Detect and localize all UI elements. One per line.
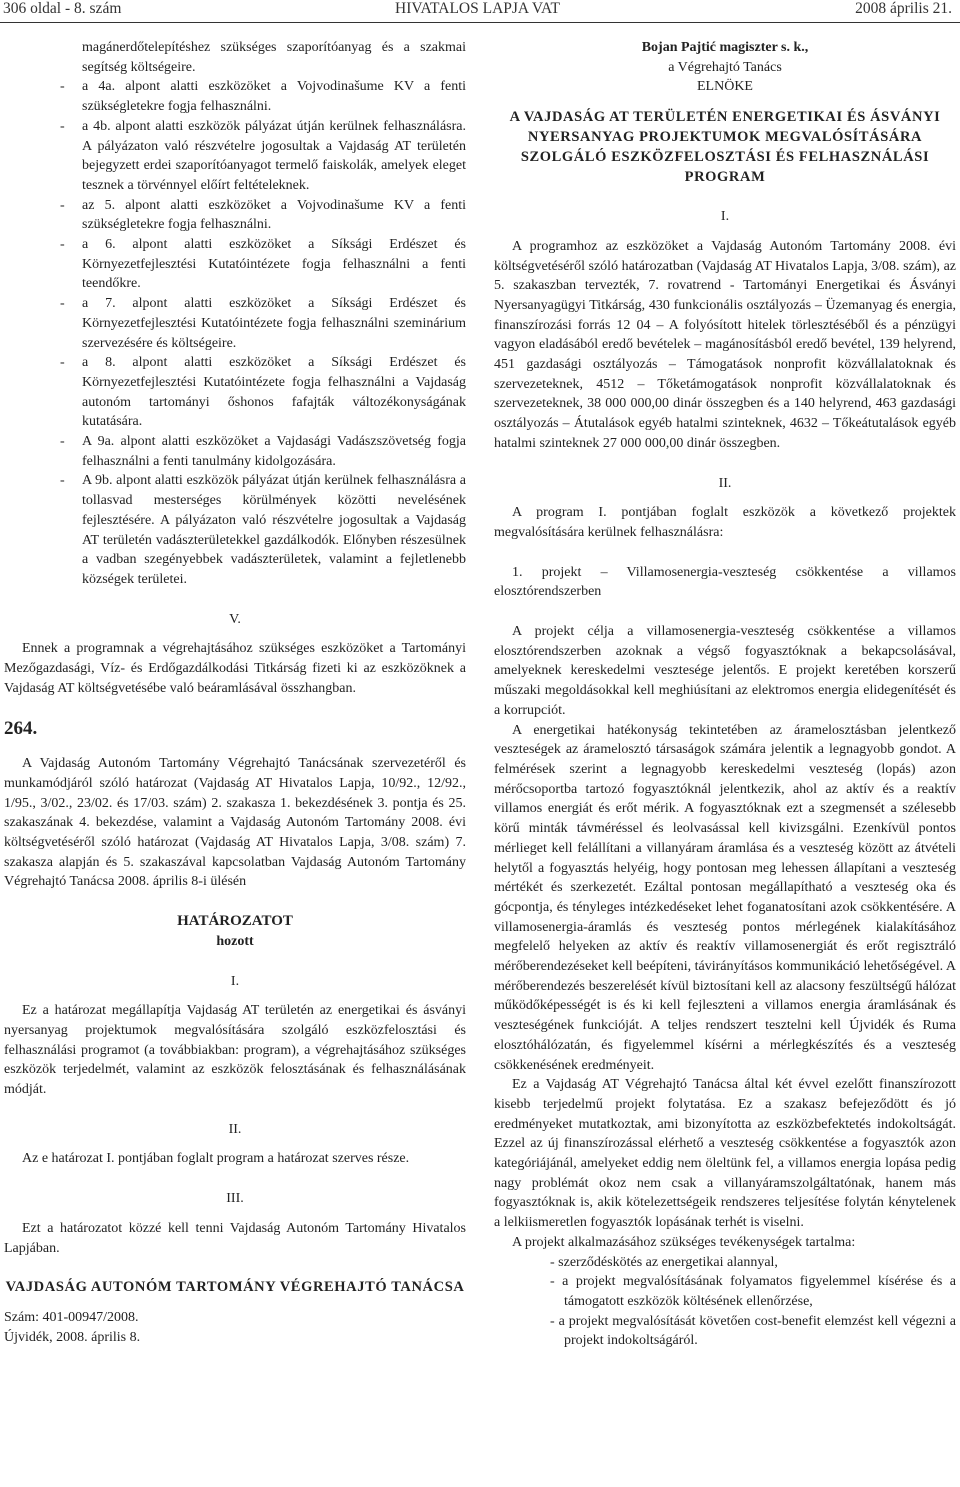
right-column [494,38,956,1351]
list-item: - szerződéskötés az energetikai alannyal, [550,1254,778,1270]
list-item: - a 4a. alpont alatti eszközöket a Vojvodinašume KV a fenti szükségletekre fogja felhasználni. [60,79,466,115]
journal-title: HIVATALOS LAPJA VAT [395,0,560,17]
list-item: - a 6. alpont alatti eszközöket a Síksági Erdészet és Környezetfejlesztési Kutatóintézete fogja felhasználni a fenti teendőkre. [60,237,466,292]
signatory-name: Bojan Pajtić magiszter s. k., [641,40,809,55]
section-iii-paragraph: Ezt a határozatot közzé kell tenni Vajdaság Autonóm Tartomány Hivatalos Lapjában. [4,1220,466,1256]
signatory-title: ELNÖKE [697,79,753,95]
activities-intro: A projekt alkalmazásához szükséges tevékenységek tartalma: [512,1234,856,1250]
section-v-paragraph: Ennek a programnak a végrehajtásához szükséges eszközöket a Tartományi Mezőgazdasági, Víz- és Erdőgazdálkodási Titkárság fizeti ki az eszközöknek a Vajdaság AT költségvetésébe való beáramlásával összhangban. [4,641,466,696]
program-section-i-paragraph: A programhoz az eszközöket a Vajdaság Autonóm Tartomány 2008. évi költségvetéséről szóló határozatban (Vajdaság AT Hivatalos Lapja, 3/08. szám), az 5. szakaszban tervezték, 7. rovatrend - Tartományi Energetikai és Ásványi Nyersanyagügyi Titkárság, 430 funkcionális osztályozás – Üzemanyag és energia, finanszírozási forrás 12 04 – A folyósított hitelek törlesztéséből és a pénzügyi vagyon eladásából eredő bevételek – magánosításból eredő bevétel, 139 helyrend, 451 gazdasági osztályozás – Támogatások nonprofit közvállalatoknak és szervezeteknek, 4512 – Tőketámogatások nonprofit közvállalatoknak és szervezeteknek, 38 000 000,00 dinár összegben és a 140 helyrend, 463 gazdasági osztályozás – Átutalások egyéb hatalmi szinteknek, 4632 – Tőkeátutalások egyéb hatalmi szinteknek 27 000 000,00 dinár összegben. [494,238,956,451]
list-item: - a 8. alpont alatti eszközöket a Síksági Erdészet és Környezetfejlesztési Kutatóintézete fogja felhasználni a Vajdaság autonóm tartományi őshonos fafajták változékonyságának kutatására. [60,355,466,430]
project-goal-paragraph: A projekt célja a villamosenergia-veszteség csökkentése a villamos elosztórendszerben azoknak a végső fogyasztóknak a bekapcsolásával, amelyeknek kereskedelmi vesztesége jelentős. E projekt keretében korszerű műszaki megoldásokkal kell meghiúsítani az elektromos energia elidegenítését és a korrupciót. [494,624,956,718]
section-i-heading: I. [230,973,240,989]
list-item: - az 5. alpont alatti eszközöket a Vojvodinašume KV a fenti szükségletekre fogja felhasználni. [60,197,466,233]
page-header [0,0,960,20]
section-i-paragraph: Ez a határozat megállapítja Vajdaság AT területén az energetikai és ásványi nyersanyag projektumok megvalósítására szolgáló eszközfelosztási és felhasználási programot (a továbbiakban: program), a végrehajtásához szükséges eszközök terjedelmét, valamint az eszközök felosztásának és felhasználásának módját. [4,1003,466,1098]
issue-date: 2008 április 21. [855,0,952,17]
preamble: A Vajdaság Autonóm Tartomány Végrehajtó Tanácsának szervezetéről és munkamódjáról szóló határozat (Vajdaság AT Hivatalos Lapja, 10/92., 12/92., 1/95., 3/02., 23/02. és 17/03. szám) 2. szakasza 1. bekezdésének 3. pontja és 25. szakaszának 4. bekezdése, valamint a Vajdaság Autonóm Tartomány 2008. évi költségvetéséről szóló határozat (Vajdaság AT Hivatalos Lapja, 3/08. szám) 7. szakasza alapján és 5. szakaszával kapcsolatban Vajdaság Autonóm Tartomány Végrehajtó Tanácsa 2008. április 8-i ülésén [4,756,466,890]
header-rule [0,22,960,23]
continuation-paragraph: Ez a Vajdaság AT Végrehajtó Tanácsa által két évvel ezelőtt finanszírozott kisebb terjedelmű projekt folytatása. Ez a szakasz befejeződött és jó eredményeket mutatkoztak, ami bizonyította az eszközbefektetés indokoltságát. Ezzel az új finanszírozással elérhető a veszteség csökkentése a fogyasztók azon kategóriájánál, amelyeket eddig nem öleltünk fel, a villamos energia lopása pedig nagy problémát okoz nem csak a villanyáramszolgáltatónak, hanem más fogyasztóknak is, akik kötelezettségeik rendszeres teljesítése folytán kénytelenek a lelkiismeretlen fogyasztók lopásának terhét is viselni. [494,1077,956,1231]
decision-number: 264. [4,717,38,739]
list-item: - A 9a. alpont alatti eszközöket a Vajdasági Vadászszövetség fogja felhasználni a fenti tanulmány kidolgozására. [60,434,466,469]
list-item: - a projekt megvalósítását követően cost-benefit elemzést kell végezni a projekt indokoltságáról. [550,1313,956,1349]
program-section-ii-paragraph: A program I. pontjában foglalt eszközök a következő projektek megvalósítására kerülnek felhasználásra: [494,505,956,540]
issuing-body: VAJDASÁG AUTONÓM TARTOMÁNY VÉGREHAJTÓ TANÁCSA [5,1279,465,1296]
left-column [4,38,466,1347]
decision-title: HATÁROZATOT [177,913,293,930]
program-section-ii-heading: II. [718,475,732,491]
section-ii-heading: II. [228,1121,242,1137]
decision-subtitle: hozott [216,933,254,949]
signatory-role: a Végrehajtó Tanács [668,59,782,75]
document-number: Szám: 401-00947/2008. [4,1309,139,1325]
program-title: A VAJDASÁG AT TERÜLETÉN ENERGETIKAI ÉS ÁSVÁNYI NYERSANYAG PROJEKTUMOK MEGVALÓSÍTÁSÁRA SZOLGÁLÓ ESZKÖZFELOSZTÁSI ÉS FELHASZNÁLÁSI PROGRAM [509,109,941,186]
list-item: - a 7. alpont alatti eszközöket a Síksági Erdészet és Környezetfejlesztési Kutatóintézete fogja felhasználni szeminárium szervezésére és költségeire. [60,296,466,351]
section-v-heading: V. [229,611,241,627]
list-item: - a projekt megvalósításának folyamatos figyelemmel kísérése és a támogatott eszközök költésének ellenőrzése, [550,1274,956,1309]
list-item: - A 9b. alpont alatti eszközök pályázat útján kerülnek felhasználásra a tollasvad mesterséges körülmények közötti nevelésének fejlesztésére. A pályázaton való részvételre jogosultak a Vajdaság AT területén vadászterületekkel gazdálkodók. Előnyben részesülnek a vadban szegényebbek vadászterületek, valamint a fejletlenebb községek területei. [60,473,466,587]
section-iii-heading: III. [226,1191,244,1207]
energy-efficiency-paragraph: A energetikai hatékonyság tekintetében az áramelosztásban jelentkező veszteségek az áramelosztó társaságok számára jelentik a legnagyobb gondot. A felmérések szerint a legnagyobb kereskedelmi veszteség (lopás) azon mérőcsoportba tartozó fogyasztóknál jelentkezik, ahol az aktív és a reaktív villamos energiát és erőt mérik. A fogyasztóknak ezt a szegmensét a szélesebb körű minták távméréssel és leolvasással kell kivizsgálni. Ezenkívül pontos mérlieget kell felállítani a villanyáram áramlása és a veszteség között az átvételi helytől a fogyasztás helyéig, hogy pontosan meg lehessen állapítani a veszteség mértékét és szerkezetét. Ezáltal pontosan megállapítható a veszteség oka és gócpontja, és tényleges intézkedéseket lehet foganatosítani azok csökkentésére. A villamosenergia-áramlás és veszteség pontos mérlegének kialakításához megfelelő helyeken az aktív és reaktív villamosenergiát és erőt regisztráló mérőberendezéseket kell beépíteni, távirányításos kommunikáció lehetőségével. A mérőberendezés beszerelését kívül biztosítani kell az alacsony feszültségű hálózat működőképességét is és ki kell fejleszteni a villamos energia áramlásának és veszteségének funkcióját. A teljes rendszert tesztelni kell Újvidék és Ruma elosztóhálózatán, és figyelemmel kísérni a mérlegkészítés és a veszteség csökkenésének eredményeit. [494,722,956,1073]
section-ii-paragraph: Az e határozat I. pontjában foglalt program a határozat szerves része. [22,1151,410,1167]
continued-text: magánerdőtelepítéshez szükséges szaporítóanyag és a szakmai segítség költségeire. [82,40,466,75]
program-section-i-heading: I. [720,209,730,225]
project-1-title: 1. projekt – Villamosenergia-veszteség csökkentése a villamos elosztórendszerben [494,564,956,600]
page-number: 306 oldal - 8. szám [3,0,122,17]
document-date: Újvidék, 2008. április 8. [4,1329,141,1345]
list-item: - a 4b. alpont alatti eszközök pályázat útján kerülnek felhasználásra. A pályázaton való részvételre jogosultak a Vajdaság AT területén bejegyzett erdei szaporítóanyagot termelő faiskolák, amelyek eleget tesznek a törvénnyel előírt feltételeknek. [60,118,466,193]
